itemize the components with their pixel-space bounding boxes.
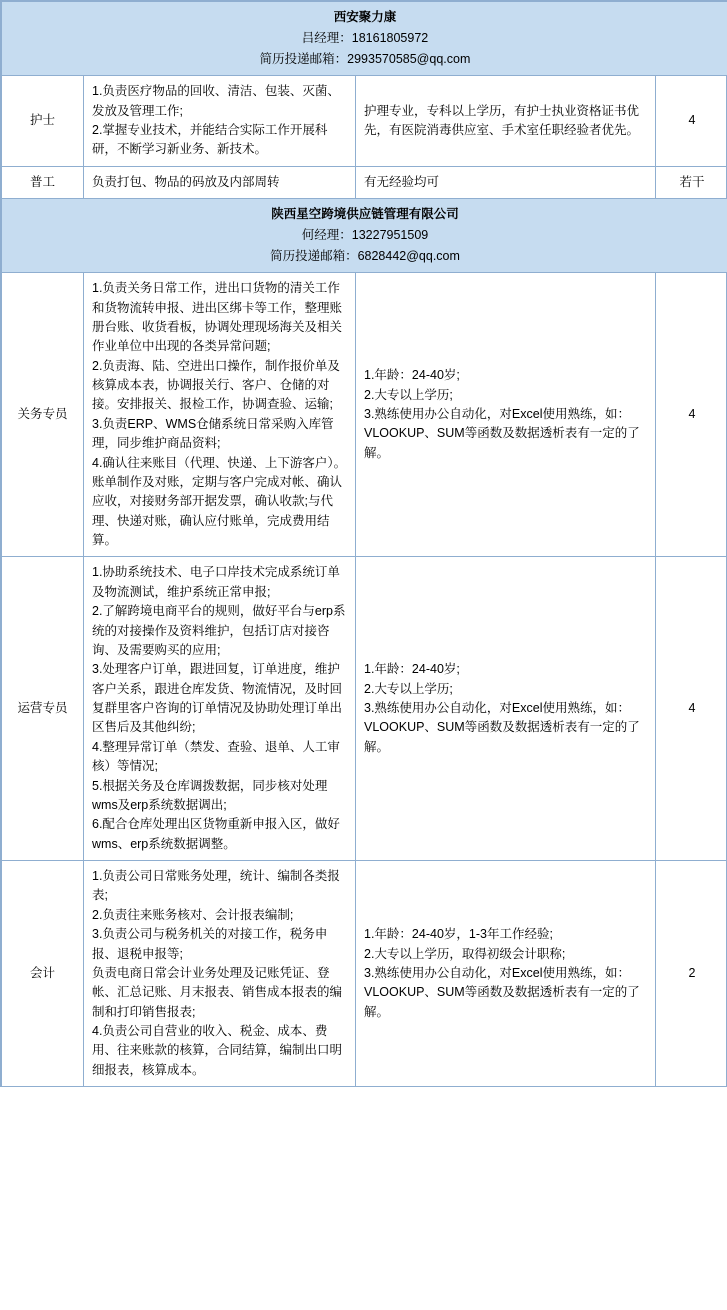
table-row — [2, 273, 727, 557]
job-title-cell: 关务专员 — [2, 273, 84, 557]
company-band-cell — [2, 199, 727, 273]
table-row — [2, 557, 727, 861]
job-requirements-cell — [356, 76, 656, 167]
duty-line: 1.负责关务日常工作，进出口货物的清关工作和货物流转申报、进出区绑卡等工作，整理账册台账、收货看板，协调处理现场海关及相关作业单位中出现的各类异常问题; — [92, 281, 343, 354]
job-requirements-cell — [356, 557, 656, 861]
company-band — [2, 2, 727, 76]
requirement-line: 2.大专以上学历; — [364, 387, 453, 402]
duty-line: 2.负责海、陆、空进出口操作，制作报价单及核算成本表，协调报关行、客户、仓储的对接。安排报关、报检工作，协调查验、运输; — [92, 358, 340, 412]
duty-line: 4.确认往来账目（代理、快递、上下游客户）。账单制作及对账，定期与客户完成对帐、确认应收，对接财务部开据发票，确认收款;与代理、快递对账，确认应付账单，完成费用结算。 — [92, 455, 347, 547]
company-band — [2, 199, 727, 273]
requirement-line: 有无经验均可 — [364, 174, 440, 189]
requirement-line: 3.熟练使用办公自动化，对Excel使用熟练，如：VLOOKUP、SUM等函数及数据透析表有一定的了解。 — [364, 407, 640, 460]
company-name: 西安聚力康 — [333, 10, 397, 24]
table-row — [2, 861, 727, 1087]
job-requirements-cell — [356, 166, 656, 198]
company-email: 简历投递邮箱：6828442@qq.com — [270, 248, 460, 263]
job-duties-cell — [84, 76, 356, 167]
table-row — [2, 76, 727, 167]
headcount-cell: 若干 — [656, 166, 727, 198]
duty-line: 5.根据关务及仓库调拨数据，同步核对处理wms及erp系统数据调出; — [92, 778, 328, 812]
duty-line: 1.协助系统技术、电子口岸技术完成系统订单及物流测试，维护系统正常申报; — [92, 565, 340, 599]
requirement-line: 3.熟练使用办公自动化，对Excel使用熟练，如：VLOOKUP、SUM等函数及数据透析表有一定的了解。 — [364, 965, 640, 1019]
job-requirements-cell — [356, 273, 656, 557]
requirement-line: 1.年龄：24-40岁; — [364, 662, 460, 677]
job-duties-cell — [84, 861, 356, 1087]
requirement-line: 1.年龄：24-40岁，1-3年工作经验; — [364, 927, 553, 942]
duty-line: 6.配合仓库处理出区货物重新申报入区，做好wms、erp系统数据调整。 — [92, 817, 340, 851]
duty-line: 3.处理客户订单，跟进回复，订单进度，维护客户关系，跟进仓库发货、物流情况，及时回复群里客户咨询的订单情况及协助处理订单出区售后及其他纠纷; — [92, 662, 343, 735]
duty-line: 4.负责公司自营业的收入、税金、成本、费用、往来账款的核算，合同结算，编制出口明细报表，核算成本。 — [92, 1024, 343, 1077]
job-duties-cell — [84, 557, 356, 861]
company-name: 陕西星空跨境供应链管理有限公司 — [271, 207, 459, 221]
requirement-line: 护理专业，专科以上学历，有护士执业资格证书优先，有医院消毒供应室、手术室任职经验者优先。 — [364, 103, 640, 137]
duty-line: 2.了解跨境电商平台的规则，做好平台与erp系统的对接操作及资料维护，包括订店对接咨询、及需要购买的应用; — [92, 604, 346, 657]
company-band-cell — [2, 2, 727, 76]
job-requirements-cell — [356, 861, 656, 1087]
duty-line: 2.负责往来账务核对、会计报表编制; — [92, 907, 294, 922]
job-title-cell: 普工 — [2, 166, 84, 198]
company-contact: 何经理：13227951509 — [301, 228, 429, 243]
duty-line: 负责打包、物品的码放及内部周转 — [92, 174, 280, 189]
job-title-cell: 运营专员 — [2, 557, 84, 861]
requirement-line: 3.熟练使用办公自动化，对Excel使用熟练，如：VLOOKUP、SUM等函数及数据透析表有一定的了解。 — [364, 701, 640, 754]
job-title-cell: 会计 — [2, 861, 84, 1087]
job-duties-cell — [84, 166, 356, 198]
requirement-line: 1.年龄：24-40岁; — [364, 368, 460, 383]
duty-line: 4.整理异常订单（禁发、查验、退单、人工审核）等情况; — [92, 739, 340, 774]
table-row — [2, 166, 727, 198]
duty-line: 3.负责ERP、WMS仓储系统日常采购入库管理，同步维护商品资料; — [92, 416, 334, 451]
job-table-body — [2, 2, 727, 1087]
headcount-cell: 4 — [656, 273, 727, 557]
company-contact: 吕经理：18161805972 — [301, 31, 429, 46]
job-title-cell: 护士 — [2, 76, 84, 167]
duty-line: 3.负责公司与税务机关的对接工作，税务申报、退税申报等; — [92, 927, 328, 961]
duty-line: 1.负责医疗物品的回收、清洁、包装、灭菌、发放及管理工作; — [92, 84, 340, 118]
duty-line: 1.负责公司日常账务处理，统计、编制各类报表; — [92, 869, 340, 903]
job-duties-cell — [84, 273, 356, 557]
headcount-cell: 2 — [656, 861, 727, 1087]
headcount-cell: 4 — [656, 557, 727, 861]
duty-line: 负责电商日常会计业务处理及记账凭证、登帐、汇总记账、月末报表、销售成本报表的编制和打印销售报表; — [92, 965, 343, 1019]
job-table — [1, 1, 727, 1087]
duty-line: 2.掌握专业技术，并能结合实际工作开展科研，不断学习新业务、新技术。 — [92, 122, 328, 157]
headcount-cell: 4 — [656, 76, 727, 167]
requirement-line: 2.大专以上学历; — [364, 681, 453, 696]
requirement-line: 2.大专以上学历，取得初级会计职称; — [364, 946, 566, 961]
company-email: 简历投递邮箱：2993570585@qq.com — [259, 51, 471, 66]
